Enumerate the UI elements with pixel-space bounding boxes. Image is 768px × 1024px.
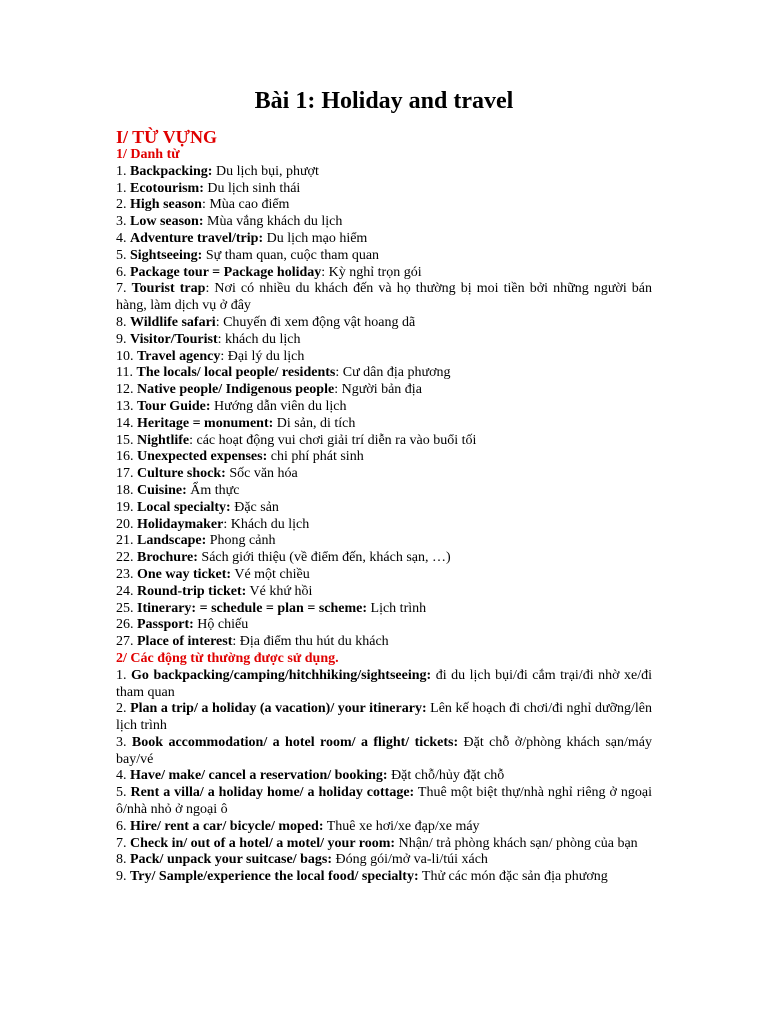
entry-definition: Sự tham quan, cuộc tham quan bbox=[202, 247, 380, 263]
entry-term: Adventure travel/trip: bbox=[130, 230, 264, 246]
entry-number: 22. bbox=[116, 550, 134, 566]
entry-definition: Đặt chỗ/hủy đặt chỗ bbox=[387, 768, 505, 784]
entry-number: 25. bbox=[116, 600, 134, 616]
entry-term: Native people/ Indigenous people bbox=[137, 382, 335, 398]
entry-number: 20. bbox=[116, 516, 134, 532]
entry-definition: : Chuyến đi xem động vật hoang dã bbox=[215, 314, 416, 330]
entry-term: Travel agency bbox=[137, 348, 221, 364]
vocab-entry bbox=[116, 836, 652, 853]
entry-number: 15. bbox=[116, 432, 134, 448]
entry-number: 1. bbox=[116, 667, 127, 683]
entry-term: Itinerary: = schedule = plan = scheme: bbox=[137, 600, 368, 616]
entry-number: 4. bbox=[116, 768, 127, 784]
entry-definition: Sách giới thiệu (về điểm đến, khách sạn, …) bbox=[197, 550, 451, 566]
vocab-entry bbox=[116, 466, 652, 483]
vocab-entry bbox=[116, 399, 652, 416]
page-title: Bài 1: Holiday and travel bbox=[254, 88, 514, 114]
entry-definition: Thử các món đặc sản địa phương bbox=[418, 869, 608, 885]
document-page bbox=[116, 86, 652, 886]
entry-number: 24. bbox=[116, 583, 134, 599]
entry-term: Ecotourism: bbox=[130, 180, 204, 196]
entry-term: Book accommodation/ a hotel room/ a flight/ tickets: bbox=[131, 734, 459, 750]
subheading-nouns: 1/ Danh từ bbox=[116, 147, 180, 162]
vocab-entry bbox=[116, 197, 652, 214]
entry-term: Plan a trip/ a holiday (a vacation)/ your itinerary: bbox=[130, 701, 427, 717]
vocab-entry bbox=[116, 500, 652, 517]
entry-term: Local specialty: bbox=[137, 499, 231, 515]
entry-definition: Hộ chiếu bbox=[193, 617, 249, 633]
entry-number: 2. bbox=[116, 197, 127, 213]
entry-term: Pack/ unpack your suitcase/ bags: bbox=[130, 852, 332, 868]
entry-term: Visitor/Tourist bbox=[130, 331, 218, 347]
entry-definition: : Khách du lịch bbox=[223, 516, 310, 532]
vocab-entry bbox=[116, 449, 652, 466]
entry-definition: Thuê một biệt thự/nhà nghỉ riêng ở ngoại ô/nhà nhỏ ở ngoại ô bbox=[116, 785, 652, 818]
entry-definition: : Địa điểm thu hút du khách bbox=[232, 634, 389, 650]
entry-definition: Lịch trình bbox=[367, 600, 427, 616]
entry-definition: : khách du lịch bbox=[217, 331, 301, 347]
entry-definition: : Nơi có nhiều du khách đến và họ thường bị moi tiền bởi những người bán hàng, làm dịch vụ ở đây bbox=[116, 281, 653, 314]
vocab-entry bbox=[116, 164, 652, 181]
vocab-entry bbox=[116, 785, 652, 819]
entry-term: Brochure: bbox=[137, 550, 198, 566]
vocab-entry bbox=[116, 281, 652, 315]
entry-term: High season bbox=[130, 197, 202, 213]
entry-definition: Sốc văn hóa bbox=[225, 466, 298, 482]
vocab-entry bbox=[116, 416, 652, 433]
entry-definition: Di sản, di tích bbox=[273, 415, 356, 431]
entry-term: Sightseeing: bbox=[130, 247, 203, 263]
vocab-entry bbox=[116, 550, 652, 567]
entry-definition: : Mùa cao điểm bbox=[201, 197, 290, 213]
vocab-entry bbox=[116, 601, 652, 618]
vocab-entry bbox=[116, 315, 652, 332]
entry-number: 8. bbox=[116, 852, 127, 868]
entry-definition: Đặc sản bbox=[230, 499, 279, 515]
entry-term: Go backpacking/camping/hitchhiking/sightseeing: bbox=[131, 667, 432, 683]
entry-number: 21. bbox=[116, 533, 134, 549]
entry-term: Wildlife safari bbox=[130, 314, 216, 330]
vocab-entry bbox=[116, 819, 652, 836]
entry-term: The locals/ local people/ residents bbox=[136, 365, 336, 381]
entry-term: Have/ make/ cancel a reservation/ booking: bbox=[130, 768, 388, 784]
entry-number: 10. bbox=[116, 348, 134, 364]
entry-term: Place of interest bbox=[137, 634, 233, 650]
vocab-entry bbox=[116, 433, 652, 450]
entry-definition: đi du lịch bụi/đi cắm trại/đi nhờ xe/đi tham quan bbox=[116, 667, 653, 700]
entry-term: Holidaymaker bbox=[137, 516, 224, 532]
vocab-entry bbox=[116, 735, 652, 769]
entry-number: 12. bbox=[116, 382, 134, 398]
entry-definition: Du lịch bụi, phượt bbox=[212, 163, 319, 179]
entry-number: 19. bbox=[116, 499, 134, 515]
entry-number: 13. bbox=[116, 398, 134, 414]
vocab-entry bbox=[116, 231, 652, 248]
entry-definition: Ẩm thực bbox=[186, 482, 240, 498]
vocab-entry bbox=[116, 852, 652, 869]
entry-term: One way ticket: bbox=[137, 566, 232, 582]
vocab-entry bbox=[116, 701, 652, 735]
vocab-entry bbox=[116, 265, 652, 282]
entry-definition: Mùa vắng khách du lịch bbox=[203, 214, 343, 230]
entry-number: 27. bbox=[116, 634, 134, 650]
entry-definition: Du lịch mạo hiểm bbox=[263, 230, 368, 246]
vocab-entry bbox=[116, 181, 652, 198]
verbs-list bbox=[116, 668, 652, 886]
vocab-entry bbox=[116, 634, 652, 651]
vocab-entry bbox=[116, 533, 652, 550]
nouns-list bbox=[116, 164, 652, 651]
entry-definition: chi phí phát sinh bbox=[267, 449, 364, 465]
entry-number: 14. bbox=[116, 415, 134, 431]
entry-term: Rent a villa/ a holiday home/ a holiday cottage: bbox=[130, 785, 415, 801]
entry-term: Backpacking: bbox=[130, 163, 213, 179]
entry-term: Package tour = Package holiday bbox=[130, 264, 322, 280]
vocab-entry bbox=[116, 382, 652, 399]
entry-definition: Đặt chỗ ở/phòng khách sạn/máy bay/vé bbox=[116, 734, 652, 767]
entry-number: 6. bbox=[116, 818, 127, 834]
entry-number: 1. bbox=[116, 163, 127, 179]
entry-term: Tourist trap bbox=[131, 281, 206, 297]
vocab-entry bbox=[116, 349, 652, 366]
vocab-entry bbox=[116, 668, 652, 702]
entry-number: 5. bbox=[116, 785, 127, 801]
entry-term: Nightlife bbox=[137, 432, 190, 448]
entry-definition: Vé một chiều bbox=[231, 566, 310, 582]
entry-number: 5. bbox=[116, 247, 127, 263]
section-heading-vocabulary: I/ TỪ VỰNG bbox=[116, 127, 218, 147]
entry-number: 8. bbox=[116, 314, 127, 330]
entry-term: Landscape: bbox=[137, 533, 207, 549]
vocab-entry bbox=[116, 483, 652, 500]
entry-number: 2. bbox=[116, 701, 127, 717]
entry-number: 18. bbox=[116, 482, 134, 498]
vocab-entry bbox=[116, 567, 652, 584]
vocab-entry bbox=[116, 365, 652, 382]
entry-term: Hire/ rent a car/ bicycle/ moped: bbox=[130, 818, 324, 834]
entry-definition: : Kỳ nghỉ trọn gói bbox=[321, 264, 422, 280]
entry-term: Passport: bbox=[137, 617, 194, 633]
entry-definition: Đóng gói/mở va-li/túi xách bbox=[332, 852, 488, 868]
entry-number: 7. bbox=[116, 835, 127, 851]
vocab-entry bbox=[116, 869, 652, 886]
entry-number: 17. bbox=[116, 466, 134, 482]
entry-definition: Nhận/ trả phòng khách sạn/ phòng của bạn bbox=[395, 835, 638, 851]
vocab-entry bbox=[116, 584, 652, 601]
entry-number: 26. bbox=[116, 617, 134, 633]
entry-number: 3. bbox=[116, 214, 127, 230]
entry-term: Culture shock: bbox=[137, 466, 226, 482]
entry-definition: : Đại lý du lịch bbox=[220, 348, 305, 364]
entry-number: 1. bbox=[116, 180, 127, 196]
vocab-entry bbox=[116, 617, 652, 634]
entry-term: Check in/ out of a hotel/ a motel/ your room: bbox=[130, 835, 396, 851]
entry-term: Try/ Sample/experience the local food/ specialty: bbox=[130, 869, 419, 885]
entry-definition: : các hoạt động vui chơi giải trí diễn ra vào buổi tối bbox=[189, 432, 477, 448]
entry-definition: Du lịch sinh thái bbox=[203, 180, 301, 196]
vocab-entry bbox=[116, 517, 652, 534]
entry-term: Tour Guide: bbox=[137, 398, 211, 414]
entry-definition: : Người bản địa bbox=[334, 382, 422, 398]
entry-definition: Hướng dẫn viên du lịch bbox=[210, 398, 347, 414]
entry-number: 16. bbox=[116, 449, 134, 465]
entry-term: Unexpected expenses: bbox=[137, 449, 268, 465]
entry-definition: : Cư dân địa phương bbox=[335, 365, 451, 381]
entry-number: 3. bbox=[116, 734, 127, 750]
entry-number: 4. bbox=[116, 230, 127, 246]
entry-number: 23. bbox=[116, 566, 134, 582]
vocab-entry bbox=[116, 768, 652, 785]
entry-definition: Lên kế hoạch đi chơi/đi nghỉ dưỡng/lên lịch trình bbox=[116, 701, 652, 734]
entry-definition: Thuê xe hơi/xe đạp/xe máy bbox=[323, 818, 480, 834]
entry-term: Cuisine: bbox=[137, 482, 187, 498]
entry-number: 9. bbox=[116, 331, 127, 347]
entry-definition: Phong cảnh bbox=[206, 533, 276, 549]
vocab-entry bbox=[116, 332, 652, 349]
entry-number: 6. bbox=[116, 264, 127, 280]
vocab-entry bbox=[116, 248, 652, 265]
entry-number: 9. bbox=[116, 869, 127, 885]
vocab-entry bbox=[116, 214, 652, 231]
subheading-verbs: 2/ Các động từ thường được sử dụng. bbox=[116, 650, 339, 666]
entry-number: 7. bbox=[116, 281, 127, 297]
entry-definition: Vé khứ hồi bbox=[246, 583, 313, 599]
entry-number: 11. bbox=[116, 365, 133, 381]
entry-term: Round-trip ticket: bbox=[137, 583, 247, 599]
entry-term: Low season: bbox=[130, 214, 204, 230]
entry-term: Heritage = monument: bbox=[137, 415, 274, 431]
